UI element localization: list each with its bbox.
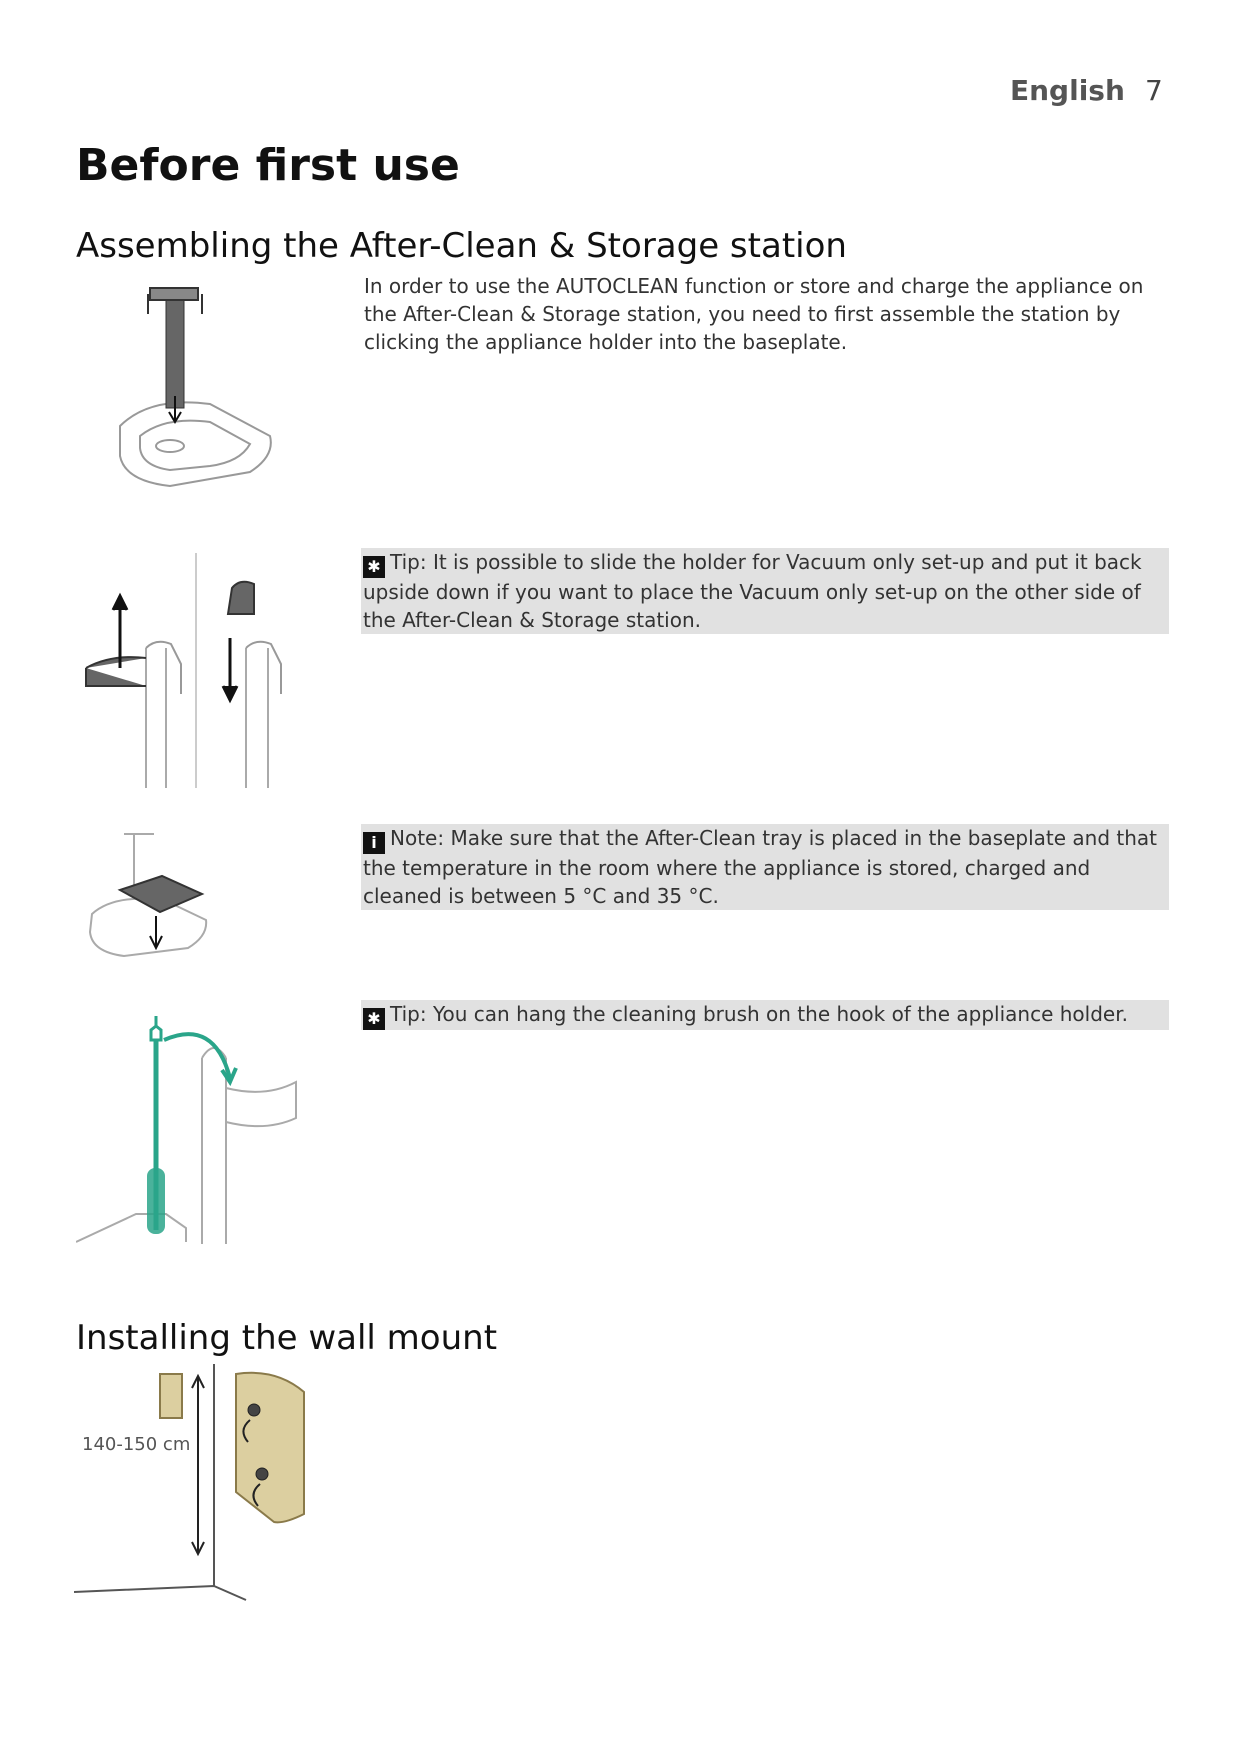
height-label: 140-150 cm <box>82 1434 191 1455</box>
info-icon: i <box>363 832 385 854</box>
section-title-wall-mount: Installing the wall mount <box>76 1318 498 1358</box>
slide-holder-illustration <box>78 548 308 790</box>
note-callout <box>361 824 1169 910</box>
tray-baseplate-illustration <box>84 824 214 964</box>
lightbulb-icon: ✱ <box>363 556 385 578</box>
page-number: 7 <box>1145 74 1163 107</box>
tip-text-2: Tip: You can hang the cleaning brush on the hook of the appliance holder. <box>390 1002 1128 1026</box>
note-text: Note: Make sure that the After-Clean tray is placed in the baseplate and that the temperature in the room where the appliance is stored, charged and cleaned is between 5 °C and 35 °C. <box>363 826 1158 908</box>
intro-text: In order to use the AUTOCLEAN function or store and charge the appliance on the After-Clean & Storage station, you need to first assemble the station by clicking the appliance holder into the baseplate. <box>364 274 1144 354</box>
page-title: Before first use <box>76 140 460 191</box>
tip-callout-2 <box>361 1000 1169 1030</box>
section-title-assembling: Assembling the After-Clean & Storage station <box>76 226 847 266</box>
lightbulb-icon: ✱ <box>363 1008 385 1030</box>
brush-hook-illustration <box>76 1008 316 1244</box>
tip-text-1: Tip: It is possible to slide the holder for Vacuum only set-up and put it back upside down if you want to place the Vacuum only set-up on the other side of the After-Clean & Storage station. <box>363 550 1142 632</box>
header-language: English <box>1010 74 1125 107</box>
wall-mount-illustration <box>74 1364 314 1604</box>
holder-baseplate-illustration <box>110 276 280 506</box>
tip-callout-1 <box>361 548 1169 634</box>
